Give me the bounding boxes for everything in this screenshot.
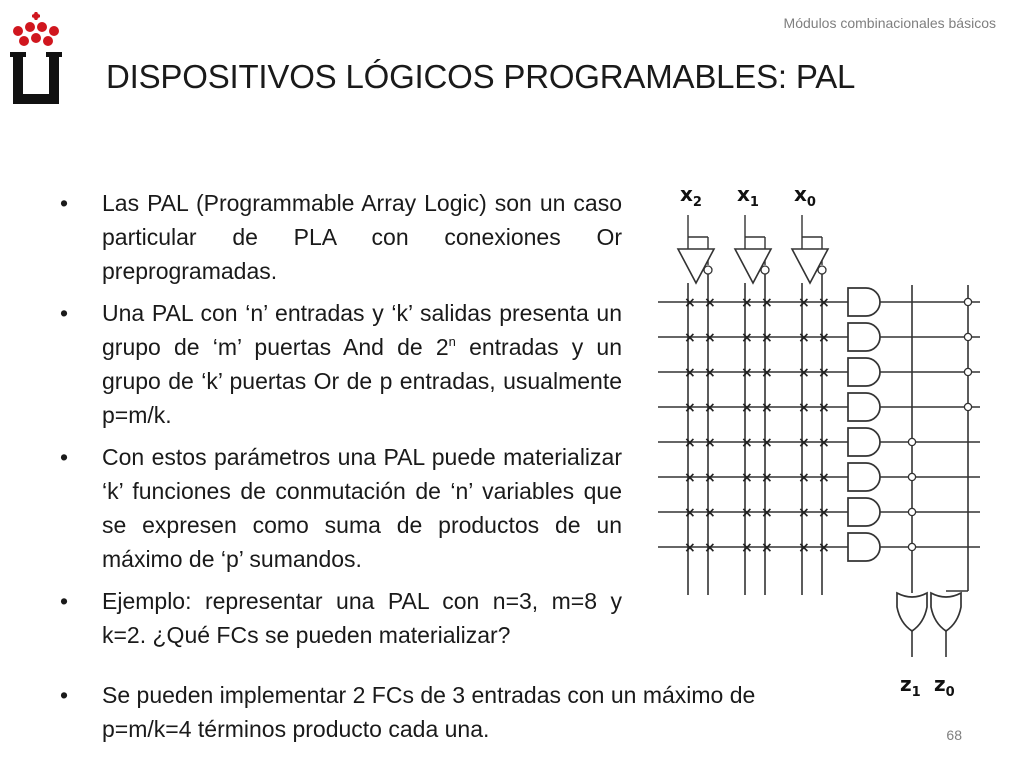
fuse-mark: ×	[741, 435, 753, 451]
and-gate-icon	[848, 393, 880, 421]
connection-node-icon	[908, 438, 915, 445]
fuse-mark: ×	[741, 400, 753, 416]
fuse-mark: ×	[704, 330, 716, 346]
input-label: $x_1$	[737, 182, 759, 210]
fuse-mark: ×	[798, 365, 810, 381]
bullet-text-before: Una PAL con ‘n’ entradas y ‘k’ salidas presenta un grupo de ‘m’ puertas And de 2	[102, 300, 622, 360]
fuse-mark: ×	[741, 330, 753, 346]
fuse-mark: ×	[684, 365, 696, 381]
inverter-bubble-icon	[761, 266, 769, 274]
inverter-bubble-icon	[818, 266, 826, 274]
fuse-mark: ×	[704, 435, 716, 451]
fuse-mark: ×	[704, 400, 716, 416]
connection-node-icon	[964, 298, 971, 305]
fuse-mark: ×	[798, 400, 810, 416]
fuse-mark: ×	[761, 330, 773, 346]
and-gate-icon	[848, 533, 880, 561]
fuse-mark: ×	[818, 540, 830, 556]
fuse-mark: ×	[741, 470, 753, 486]
fuse-mark: ×	[818, 365, 830, 381]
fuse-mark: ×	[684, 470, 696, 486]
fuse-mark: ×	[741, 540, 753, 556]
and-gate-icon	[848, 323, 880, 351]
and-gate-icon	[848, 498, 880, 526]
bullet-item	[60, 186, 622, 288]
bullet-marker: •	[60, 444, 69, 470]
and-gate-icon	[848, 288, 880, 316]
connection-node-icon	[908, 508, 915, 515]
bullet-text: Ejemplo: representar una PAL con n=3, m=8 y k=2. ¿Qué FCs se pueden materializar?	[102, 588, 622, 648]
or-gate-icon	[931, 593, 961, 631]
slide-title: DISPOSITIVOS LÓGICOS PROGRAMABLES: PAL	[106, 58, 856, 95]
input-label: $x_2$	[680, 182, 702, 210]
fuse-mark: ×	[798, 435, 810, 451]
section-header: Módulos combinacionales básicos	[783, 15, 996, 31]
bullet-marker: •	[60, 588, 69, 614]
fuse-mark: ×	[704, 295, 716, 311]
inverter-bubble-icon	[704, 266, 712, 274]
fuse-mark: ×	[684, 400, 696, 416]
and-gate-icon	[848, 358, 880, 386]
connection-node-icon	[908, 543, 915, 550]
page-number: 68	[946, 727, 962, 743]
fuse-mark: ×	[741, 505, 753, 521]
bullet-superscript: n	[448, 334, 456, 349]
fuse-mark: ×	[818, 400, 830, 416]
output-label: $z_0$	[934, 672, 955, 700]
fuse-mark: ×	[818, 330, 830, 346]
fuse-mark: ×	[761, 295, 773, 311]
fuse-mark: ×	[818, 295, 830, 311]
output-label: $z_1$	[900, 672, 921, 700]
bullet-item	[60, 440, 622, 576]
bullet-text-after: entradas y un grupo de ‘k’ puertas Or de p entradas, usualmente p=m/k.	[102, 334, 622, 428]
fuse-mark: ×	[704, 540, 716, 556]
and-gate-icon	[848, 463, 880, 491]
bullet-item	[60, 584, 622, 652]
fuse-mark: ×	[818, 505, 830, 521]
fuse-mark: ×	[684, 540, 696, 556]
bullet-list	[60, 186, 622, 660]
university-logo-icon	[10, 10, 62, 108]
fuse-mark: ×	[798, 470, 810, 486]
fuse-mark: ×	[761, 400, 773, 416]
fuse-mark: ×	[761, 470, 773, 486]
fuse-mark: ×	[704, 505, 716, 521]
connection-node-icon	[964, 368, 971, 375]
fuse-mark: ×	[761, 540, 773, 556]
pal-diagram	[650, 175, 985, 705]
fuse-mark: ×	[798, 505, 810, 521]
fuse-mark: ×	[798, 295, 810, 311]
fuse-mark: ×	[818, 435, 830, 451]
bullet-item	[60, 296, 622, 432]
fuse-mark: ×	[818, 470, 830, 486]
fuse-mark: ×	[741, 365, 753, 381]
fuse-mark: ×	[704, 365, 716, 381]
fuse-mark: ×	[684, 330, 696, 346]
pal-circuit	[658, 182, 980, 700]
fuse-mark: ×	[761, 505, 773, 521]
bullet-marker: •	[60, 300, 69, 326]
bullet-marker: •	[60, 682, 69, 708]
fuse-mark: ×	[761, 435, 773, 451]
fuse-mark: ×	[761, 365, 773, 381]
connection-node-icon	[964, 403, 971, 410]
fuse-mark: ×	[798, 540, 810, 556]
fuse-mark: ×	[798, 330, 810, 346]
fuse-mark: ×	[684, 435, 696, 451]
fuse-mark: ×	[704, 470, 716, 486]
bullet-text: Las PAL (Programmable Array Logic) son un caso particular de PLA con conexiones Or preprogramadas.	[102, 190, 622, 284]
connection-node-icon	[964, 333, 971, 340]
or-gate-icon	[897, 593, 927, 631]
input-label: $x_0$	[794, 182, 816, 210]
bullet-marker: •	[60, 190, 69, 216]
and-gate-icon	[848, 428, 880, 456]
fuse-mark: ×	[684, 505, 696, 521]
connection-node-icon	[908, 473, 915, 480]
conclusion-text: Se pueden implementar 2 FCs de 3 entradas con un máximo de p=m/k=4 términos producto cada una.	[102, 682, 756, 742]
fuse-mark: ×	[684, 295, 696, 311]
bullet-text: Con estos parámetros una PAL puede materializar ‘k’ funciones de conmutación de ‘n’ variables que se expresen como suma de productos de un máximo de ‘p’ sumandos.	[102, 444, 622, 572]
fuse-mark: ×	[741, 295, 753, 311]
